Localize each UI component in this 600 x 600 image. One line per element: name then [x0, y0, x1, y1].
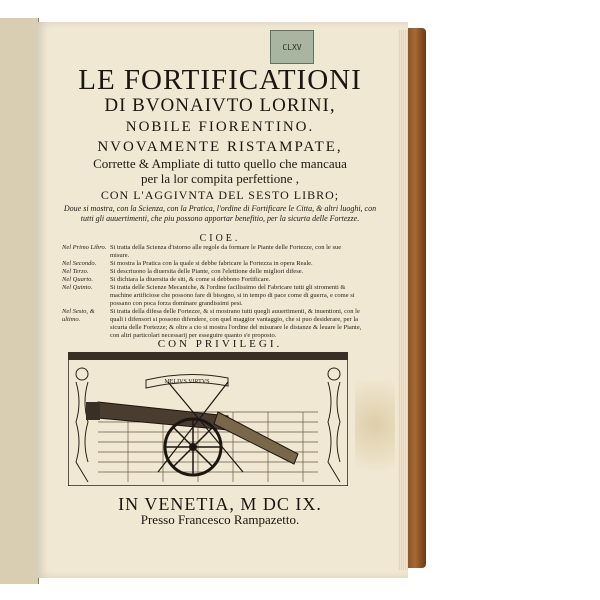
privilege-line: CON PRIVILEGI.: [157, 338, 283, 350]
book-entry-text: Si mostra la Pratica con la quale si debbe fabricare la Fortezza in opera Reale.: [110, 260, 313, 267]
book-entry: [62, 276, 362, 284]
title-line-4: NVOVAMENTE RISTAMPATE,: [97, 139, 343, 155]
paper-stain: [355, 380, 395, 470]
right-caryatid: [328, 368, 340, 482]
book-entry: [62, 284, 362, 308]
book-entry-text: Si tratta della difesa delle Fortezze, & si mostrano tutti quegli auuertimenti, & inuentioni, con le quali i difensori si possono difendere, con quel maggior vantaggio, che si puo desiderare, per la sicurta delle Fortezze; & oltre a cio si mostra l'ordine del misurare le distanze & leuare le Piante, con altri particolari necessarij per esseguire quanto s'e proposto.: [110, 308, 362, 339]
book-entry-label: Nel Sesto, & ultimo.: [62, 308, 95, 323]
book-entry-label: Nel Primo Libro.: [62, 244, 107, 251]
cannon-woodcut-illustration: [68, 352, 348, 486]
motto-text: MELIVS VIRTVS: [164, 379, 210, 385]
shelf-label: CLXV: [270, 30, 314, 64]
title-line-1: LE FORTIFICATIONI: [78, 64, 362, 96]
book-entry-label: Nel Secondo.: [62, 260, 97, 267]
book-entry-label: Nel Quinto.: [62, 284, 93, 291]
title-line-6: per la lor compita perfettione ,: [140, 171, 300, 186]
book-entry: [62, 260, 362, 268]
cioe-heading: CIOE.: [199, 233, 241, 244]
title-line-2: DI BVONAIVTO LORINI,: [104, 95, 336, 116]
illustration-top-frieze: [68, 352, 348, 360]
book-entry: [62, 268, 362, 276]
title-line-3: NOBILE FIORENTINO.: [125, 119, 315, 135]
book-cover-left: [0, 18, 39, 584]
book-entry-text: Si descriuono la diuersita delle Piante, con l'elettione delle migliori difese.: [110, 268, 304, 275]
title-line-7: CON L'AGGIVNTA DEL SESTO LIBRO;: [100, 188, 340, 202]
book-entry-label: Nel Quarto.: [62, 276, 94, 283]
title-line-9: tutti gli auuertimenti, che piu possono apportar benefitio, per la sicurta delle Fortezze.: [80, 214, 360, 223]
cannon: [86, 382, 298, 475]
title-line-8: Doue si mostra, con la Scienza, con la Pratica, l'ordine di Fortificare le Citta, & altri luoghi, con: [63, 204, 377, 213]
title-line-5: Corrette & Ampliate di tutto quello che mancaua: [93, 156, 347, 171]
book-entry-label: Nel Terzo.: [62, 268, 89, 275]
book-entry-text: Si tratta della Scienza d'istorno alle regole da formare le Piante delle Fortezze, con le sue misure.: [110, 244, 342, 259]
imprint-place-date: IN VENETIA, M DC IX.: [118, 494, 322, 514]
book-entry-text: Si dichiara la diuersita de siti, & come si debbono Fortificare.: [110, 276, 271, 283]
book-contents-list: [62, 244, 362, 340]
book-entry: [62, 244, 362, 260]
book-entry-text: Si tratta delle Scienze Mecaniche, & l'ordine facilissimo del Fabricare tutti gli stromenti & machine artificiose che possono fare di bisogno, si in tempo di pace come di guerra, e come si possano con poca forza dominare grandissimi pesi.: [110, 284, 355, 307]
left-caryatid: [76, 368, 88, 482]
book-entry: [62, 308, 362, 340]
imprint-printer: Presso Francesco Rampazetto.: [140, 512, 300, 527]
